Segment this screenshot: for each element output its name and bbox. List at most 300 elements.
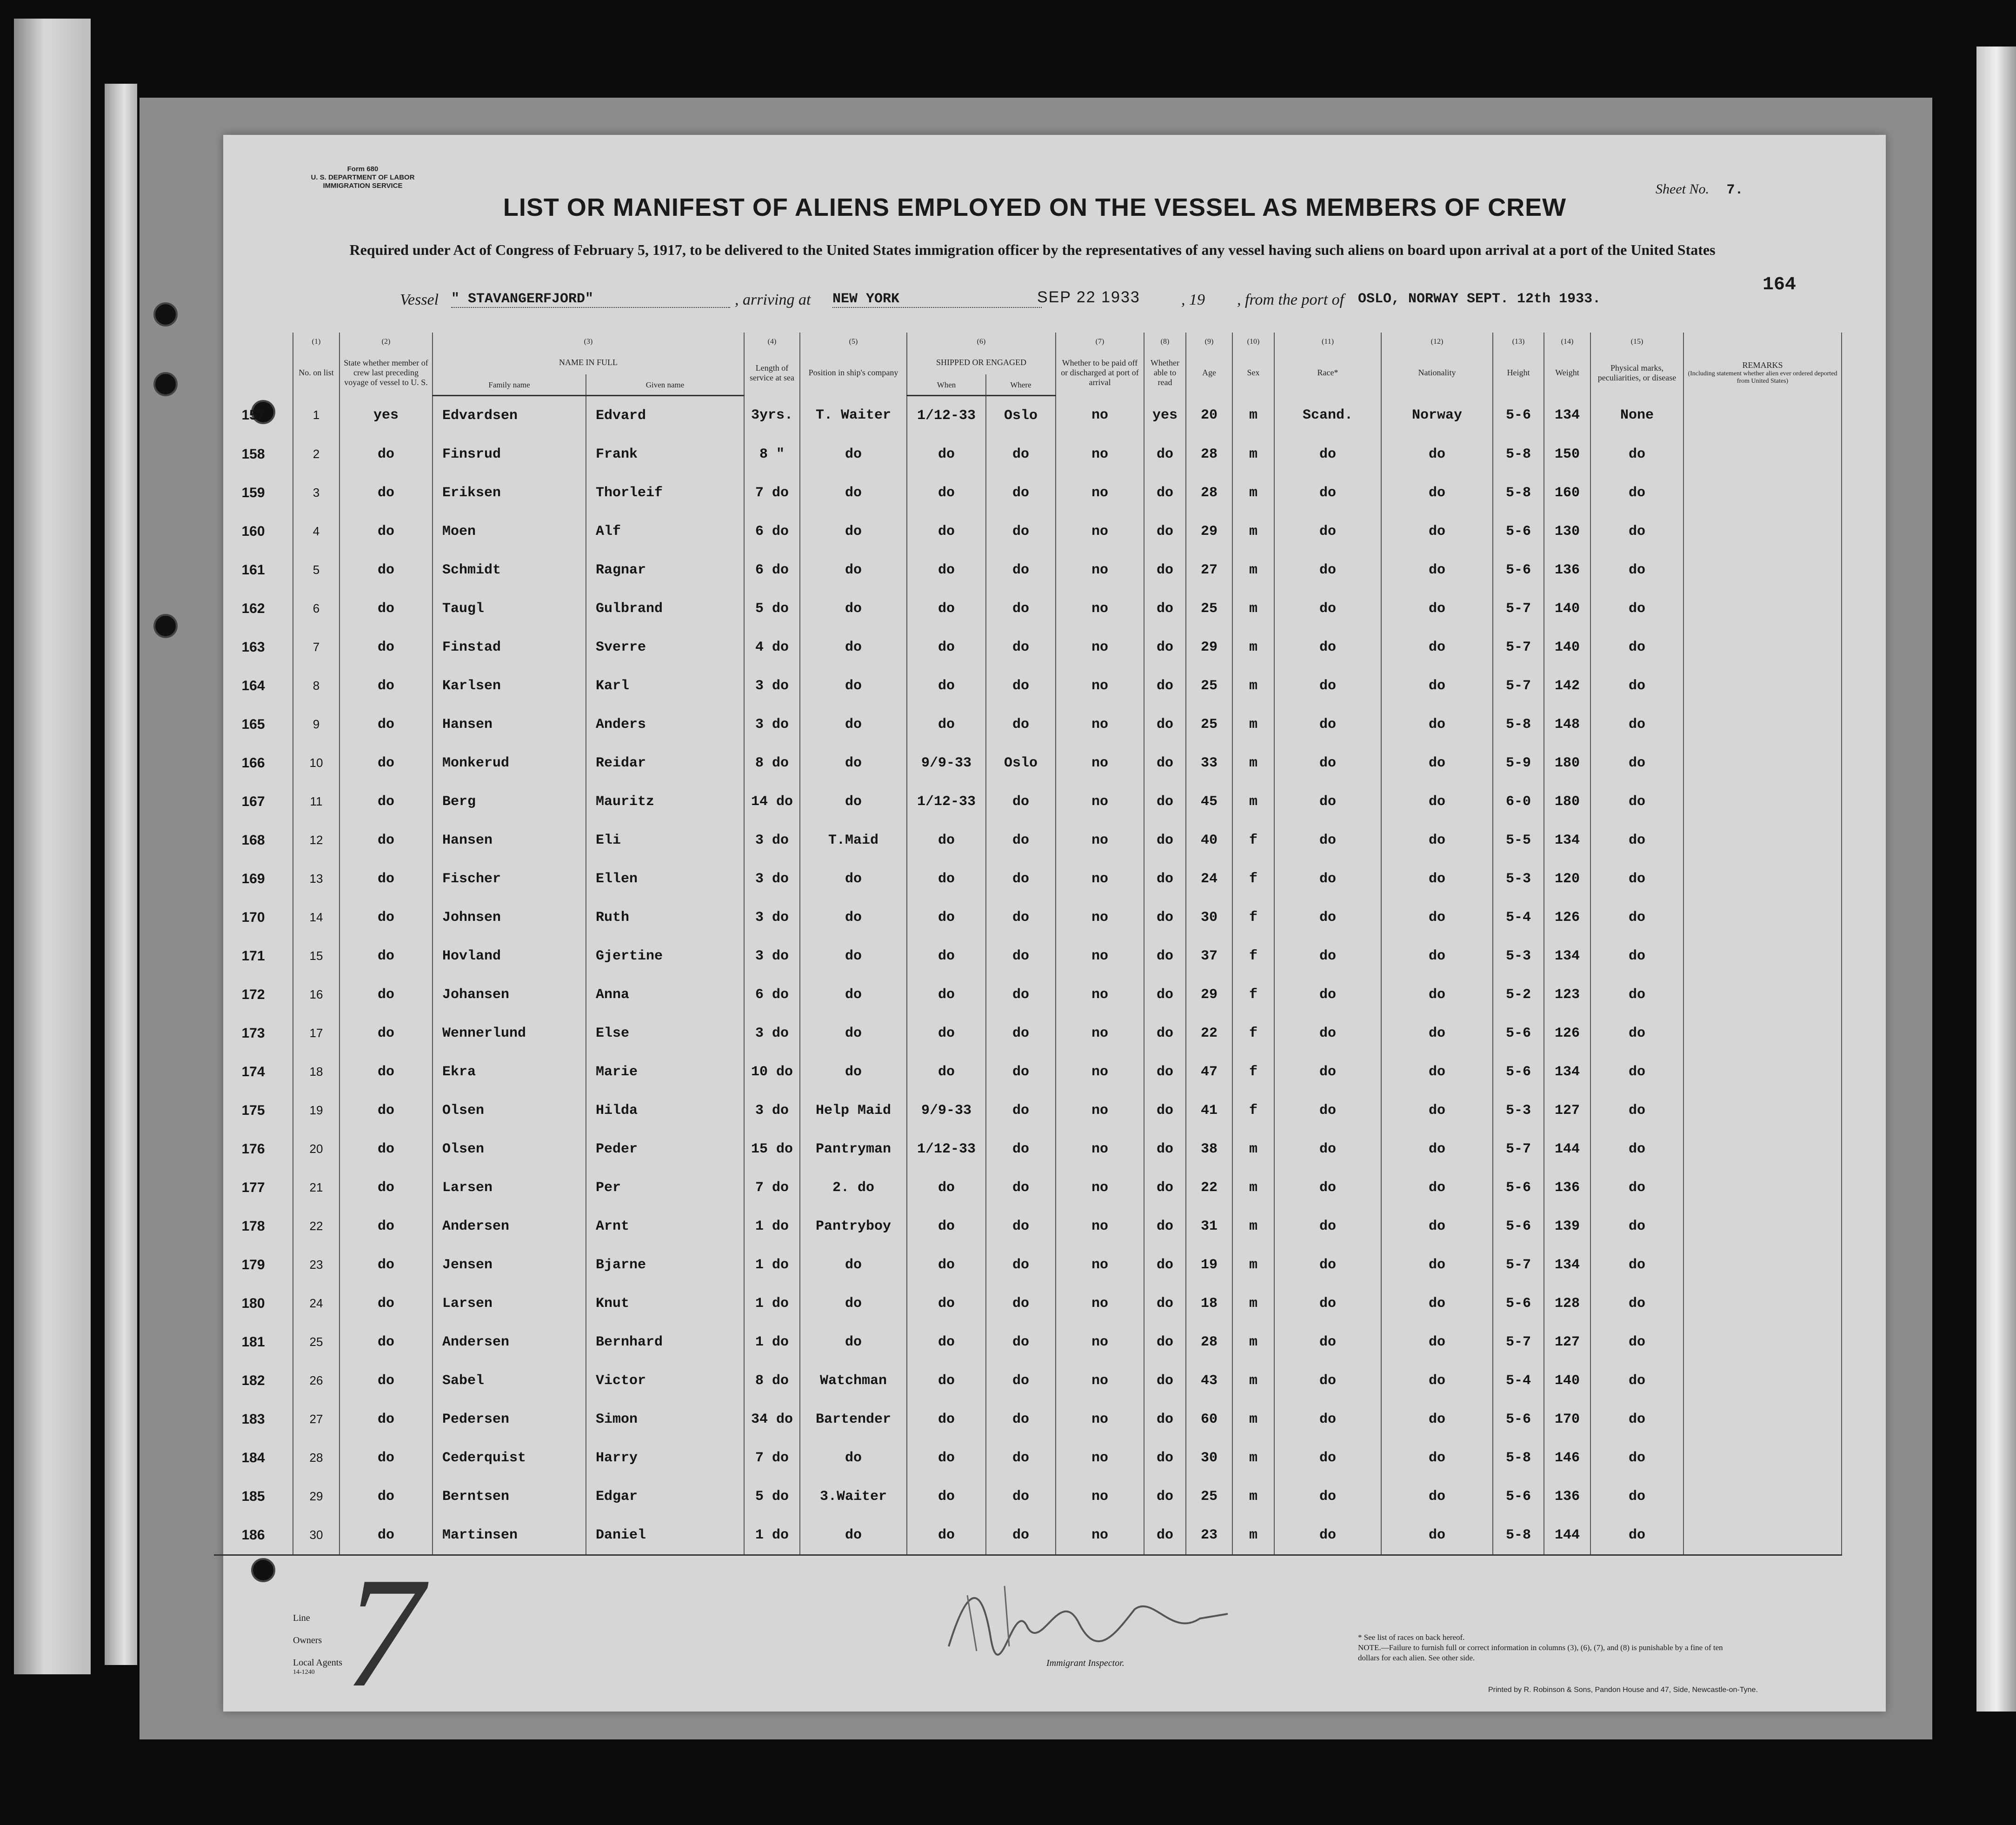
paid-off-cell: no: [1056, 1516, 1144, 1555]
weight-cell: 142: [1544, 666, 1590, 705]
weight-cell: 140: [1544, 628, 1590, 666]
family-name-cell: Hansen: [432, 821, 586, 859]
weight-cell: 150: [1544, 435, 1590, 473]
from-port: OSLO, NORWAY SEPT. 12th 1933.: [1358, 291, 1601, 307]
height-cell: 5-7: [1493, 628, 1544, 666]
shipped-where-cell: do: [986, 473, 1056, 512]
position-cell: do: [800, 512, 907, 551]
sex-cell: m: [1232, 396, 1274, 435]
position-cell: do: [800, 898, 907, 937]
last-voyage-cell: do: [339, 859, 432, 898]
shipped-when-cell: do: [907, 975, 986, 1014]
shipped-when-cell: do: [907, 473, 986, 512]
remarks-cell: [1683, 512, 1842, 551]
family-name-cell: Schmidt: [432, 551, 586, 589]
position-cell: 3.Waiter: [800, 1477, 907, 1516]
physical-marks-cell: do: [1590, 1284, 1683, 1323]
family-name-cell: Jensen: [432, 1246, 586, 1284]
race-cell: do: [1274, 551, 1381, 589]
table-row: [214, 1477, 1842, 1516]
remarks-cell: [1683, 1091, 1842, 1130]
position-cell: Pantryboy: [800, 1207, 907, 1246]
able-to-read-cell: do: [1144, 1284, 1186, 1323]
position-cell: do: [800, 1323, 907, 1361]
sex-cell: f: [1232, 859, 1274, 898]
weight-cell: 144: [1544, 1130, 1590, 1168]
shipped-where-cell: do: [986, 782, 1056, 821]
last-voyage-cell: do: [339, 512, 432, 551]
shipped-where-cell: do: [986, 1207, 1056, 1246]
last-voyage-cell: do: [339, 898, 432, 937]
able-to-read-cell: do: [1144, 1400, 1186, 1439]
height-cell: 5-6: [1493, 1477, 1544, 1516]
local-agents-label: Local Agents: [293, 1658, 343, 1668]
age-cell: 19: [1186, 1246, 1232, 1284]
able-to-read-cell: do: [1144, 975, 1186, 1014]
header-able-read: Whether able to read: [1144, 350, 1186, 396]
age-cell: 27: [1186, 551, 1232, 589]
remarks-cell: [1683, 1477, 1842, 1516]
paid-off-cell: no: [1056, 666, 1144, 705]
sex-cell: m: [1232, 1400, 1274, 1439]
last-voyage-cell: do: [339, 1246, 432, 1284]
given-name-cell: Anna: [586, 975, 744, 1014]
race-cell: do: [1274, 1014, 1381, 1052]
last-voyage-cell: do: [339, 1091, 432, 1130]
weight-cell: 134: [1544, 396, 1590, 435]
shipped-where-cell: do: [986, 1516, 1056, 1555]
paid-off-cell: no: [1056, 1091, 1144, 1130]
race-cell: do: [1274, 1130, 1381, 1168]
length-of-service-cell: 7 do: [744, 473, 800, 512]
able-to-read-cell: do: [1144, 473, 1186, 512]
header-race: Race*: [1274, 350, 1381, 396]
height-cell: 5-7: [1493, 666, 1544, 705]
margin-number-cell: 172: [214, 975, 293, 1014]
race-cell: do: [1274, 1323, 1381, 1361]
shipped-where-cell: do: [986, 589, 1056, 628]
family-name-cell: Andersen: [432, 1207, 586, 1246]
position-cell: do: [800, 628, 907, 666]
height-cell: 6-0: [1493, 782, 1544, 821]
physical-marks-cell: None: [1590, 396, 1683, 435]
weight-cell: 120: [1544, 859, 1590, 898]
inspector-signature: [939, 1567, 1237, 1660]
remarks-cell: [1683, 1284, 1842, 1323]
paid-off-cell: no: [1056, 1400, 1144, 1439]
crew-manifest-table: [214, 333, 1842, 1588]
sex-cell: m: [1232, 1361, 1274, 1400]
weight-cell: 134: [1544, 1246, 1590, 1284]
position-cell: do: [800, 435, 907, 473]
weight-cell: 144: [1544, 1516, 1590, 1555]
remarks-cell: [1683, 628, 1842, 666]
service-name: IMMIGRATION SERVICE: [323, 182, 403, 190]
paid-off-cell: no: [1056, 512, 1144, 551]
position-cell: do: [800, 1516, 907, 1555]
line-number-cell: 26: [293, 1361, 339, 1400]
position-cell: do: [800, 1052, 907, 1091]
sex-cell: m: [1232, 744, 1274, 782]
paid-off-cell: no: [1056, 1014, 1144, 1052]
able-to-read-cell: do: [1144, 821, 1186, 859]
height-cell: 5-8: [1493, 435, 1544, 473]
physical-marks-cell: do: [1590, 1052, 1683, 1091]
sex-cell: m: [1232, 1516, 1274, 1555]
shipped-where-cell: do: [986, 1014, 1056, 1052]
paid-off-cell: no: [1056, 782, 1144, 821]
position-cell: do: [800, 937, 907, 975]
weight-cell: 134: [1544, 821, 1590, 859]
age-cell: 30: [1186, 1439, 1232, 1477]
height-cell: 5-6: [1493, 512, 1544, 551]
owners-label: Owners: [293, 1635, 322, 1645]
position-cell: do: [800, 666, 907, 705]
margin-number-cell: 163: [214, 628, 293, 666]
age-cell: 24: [1186, 859, 1232, 898]
given-name-cell: Per: [586, 1168, 744, 1207]
sex-cell: m: [1232, 1168, 1274, 1207]
local-agents-code: 14-1240: [293, 1669, 315, 1676]
given-name-cell: Thorleif: [586, 473, 744, 512]
race-cell: do: [1274, 937, 1381, 975]
given-name-cell: Hilda: [586, 1091, 744, 1130]
shipped-when-cell: do: [907, 937, 986, 975]
remarks-cell: [1683, 821, 1842, 859]
length-of-service-cell: 14 do: [744, 782, 800, 821]
weight-cell: 126: [1544, 1014, 1590, 1052]
margin-number-cell: 175: [214, 1091, 293, 1130]
column-number: (13): [1493, 333, 1544, 350]
table-row: [214, 859, 1842, 898]
height-cell: 5-4: [1493, 1361, 1544, 1400]
race-cell: do: [1274, 1284, 1381, 1323]
column-number: (4): [744, 333, 800, 350]
length-of-service-cell: 5 do: [744, 1477, 800, 1516]
nationality-cell: do: [1381, 589, 1493, 628]
length-of-service-cell: 3 do: [744, 937, 800, 975]
nationality-cell: do: [1381, 1052, 1493, 1091]
position-cell: do: [800, 744, 907, 782]
table-row: [214, 1361, 1842, 1400]
last-voyage-cell: do: [339, 975, 432, 1014]
able-to-read-cell: yes: [1144, 396, 1186, 435]
last-voyage-cell: do: [339, 666, 432, 705]
remarks-cell: [1683, 1439, 1842, 1477]
able-to-read-cell: do: [1144, 859, 1186, 898]
nationality-cell: Norway: [1381, 396, 1493, 435]
header-nationality: Nationality: [1381, 350, 1493, 396]
family-name-cell: Finsrud: [432, 435, 586, 473]
able-to-read-cell: do: [1144, 1246, 1186, 1284]
physical-marks-cell: do: [1590, 512, 1683, 551]
shipped-where-cell: do: [986, 1284, 1056, 1323]
table-row: [214, 589, 1842, 628]
line-number-cell: 7: [293, 628, 339, 666]
weight-cell: 136: [1544, 1477, 1590, 1516]
last-voyage-cell: do: [339, 1130, 432, 1168]
column-number: (3): [432, 333, 744, 350]
margin-number-cell: 182: [214, 1361, 293, 1400]
margin-number-cell: 169: [214, 859, 293, 898]
given-name-cell: Gjertine: [586, 937, 744, 975]
age-cell: 25: [1186, 705, 1232, 744]
able-to-read-cell: do: [1144, 512, 1186, 551]
nationality-cell: do: [1381, 551, 1493, 589]
race-cell: do: [1274, 628, 1381, 666]
age-cell: 31: [1186, 1207, 1232, 1246]
age-cell: 22: [1186, 1168, 1232, 1207]
physical-marks-cell: do: [1590, 744, 1683, 782]
nationality-cell: do: [1381, 744, 1493, 782]
shipped-when-cell: do: [907, 1400, 986, 1439]
physical-marks-cell: do: [1590, 821, 1683, 859]
line-number-cell: 15: [293, 937, 339, 975]
physical-marks-cell: do: [1590, 1130, 1683, 1168]
vessel-name: " STAVANGERFJORD": [451, 291, 730, 308]
header-remarks: [1683, 350, 1842, 396]
shipped-when-cell: do: [907, 1168, 986, 1207]
family-name-cell: Eriksen: [432, 473, 586, 512]
margin-number-column: [214, 333, 293, 350]
height-cell: 5-9: [1493, 744, 1544, 782]
given-name-cell: Arnt: [586, 1207, 744, 1246]
shipped-when-cell: do: [907, 1323, 986, 1361]
length-of-service-cell: 6 do: [744, 551, 800, 589]
page-title: LIST OR MANIFEST OF ALIENS EMPLOYED ON THE VESSEL AS MEMBERS OF CREW: [503, 193, 1567, 221]
physical-marks-cell: do: [1590, 705, 1683, 744]
table-row: [214, 821, 1842, 859]
races-note: * See list of races on back hereof.: [1358, 1633, 1465, 1642]
race-cell: do: [1274, 1477, 1381, 1516]
shipped-where-cell: do: [986, 937, 1056, 975]
able-to-read-cell: do: [1144, 744, 1186, 782]
remarks-cell: [1683, 744, 1842, 782]
last-voyage-cell: yes: [339, 396, 432, 435]
column-number: (1): [293, 333, 339, 350]
family-name-cell: Hansen: [432, 705, 586, 744]
position-cell: 2. do: [800, 1168, 907, 1207]
last-voyage-cell: do: [339, 473, 432, 512]
shipped-where-cell: do: [986, 666, 1056, 705]
line-number-cell: 29: [293, 1477, 339, 1516]
height-cell: 5-6: [1493, 1207, 1544, 1246]
given-name-cell: Ruth: [586, 898, 744, 937]
line-number-cell: 4: [293, 512, 339, 551]
last-voyage-cell: do: [339, 1361, 432, 1400]
height-cell: 5-8: [1493, 473, 1544, 512]
table-row: [214, 1400, 1842, 1439]
shipped-when-cell: 1/12-33: [907, 1130, 986, 1168]
physical-marks-cell: do: [1590, 628, 1683, 666]
race-cell: Scand.: [1274, 396, 1381, 435]
table-row: [214, 1246, 1842, 1284]
able-to-read-cell: do: [1144, 782, 1186, 821]
sex-cell: f: [1232, 975, 1274, 1014]
last-voyage-cell: do: [339, 821, 432, 859]
remarks-cell: [1683, 782, 1842, 821]
given-name-cell: Knut: [586, 1284, 744, 1323]
line-number-cell: 17: [293, 1014, 339, 1052]
handwritten-sheet-numeral: 7: [344, 1545, 423, 1720]
table-row: [214, 975, 1842, 1014]
margin-number-cell: 173: [214, 1014, 293, 1052]
line-number-cell: 16: [293, 975, 339, 1014]
position-cell: do: [800, 1439, 907, 1477]
column-number: (7): [1056, 333, 1144, 350]
shipped-where-cell: do: [986, 628, 1056, 666]
sex-cell: m: [1232, 1207, 1274, 1246]
arriving-port: NEW YORK: [832, 291, 1042, 308]
nationality-cell: do: [1381, 1246, 1493, 1284]
physical-marks-cell: do: [1590, 1091, 1683, 1130]
last-voyage-cell: do: [339, 1439, 432, 1477]
family-name-cell: Ekra: [432, 1052, 586, 1091]
sex-cell: m: [1232, 1323, 1274, 1361]
length-of-service-cell: 3 do: [744, 821, 800, 859]
length-of-service-cell: 3yrs.: [744, 396, 800, 435]
physical-marks-cell: do: [1590, 975, 1683, 1014]
sex-cell: m: [1232, 705, 1274, 744]
vessel-label: Vessel: [400, 291, 439, 308]
nationality-cell: do: [1381, 937, 1493, 975]
race-cell: do: [1274, 859, 1381, 898]
table-row: [214, 1439, 1842, 1477]
margin-header: [214, 350, 293, 396]
race-cell: do: [1274, 1168, 1381, 1207]
shipped-when-cell: do: [907, 666, 986, 705]
nationality-cell: do: [1381, 1168, 1493, 1207]
margin-number-cell: 177: [214, 1168, 293, 1207]
physical-marks-cell: do: [1590, 1323, 1683, 1361]
last-voyage-cell: do: [339, 744, 432, 782]
age-cell: 38: [1186, 1130, 1232, 1168]
margin-number-cell: 183: [214, 1400, 293, 1439]
paid-off-cell: no: [1056, 628, 1144, 666]
header-sex: Sex: [1232, 350, 1274, 396]
remarks-cell: [1683, 1323, 1842, 1361]
shipped-when-cell: do: [907, 1014, 986, 1052]
stamp-number: 164: [1763, 274, 1796, 295]
height-cell: 5-6: [1493, 1014, 1544, 1052]
last-voyage-cell: do: [339, 1168, 432, 1207]
line-number-cell: 23: [293, 1246, 339, 1284]
age-cell: 28: [1186, 473, 1232, 512]
paid-off-cell: no: [1056, 1439, 1144, 1477]
line-number-cell: 24: [293, 1284, 339, 1323]
table-row: [214, 898, 1842, 937]
given-name-cell: Reidar: [586, 744, 744, 782]
nationality-cell: do: [1381, 1477, 1493, 1516]
able-to-read-cell: do: [1144, 1052, 1186, 1091]
margin-number-cell: 168: [214, 821, 293, 859]
paid-off-cell: no: [1056, 744, 1144, 782]
race-cell: do: [1274, 589, 1381, 628]
able-to-read-cell: do: [1144, 1130, 1186, 1168]
column-number: (11): [1274, 333, 1381, 350]
last-voyage-cell: do: [339, 1014, 432, 1052]
remarks-cell: [1683, 937, 1842, 975]
weight-cell: 140: [1544, 1361, 1590, 1400]
last-voyage-cell: do: [339, 628, 432, 666]
paid-off-cell: no: [1056, 435, 1144, 473]
height-cell: 5-7: [1493, 589, 1544, 628]
shipped-when-cell: do: [907, 1246, 986, 1284]
margin-number-cell: 181: [214, 1323, 293, 1361]
weight-cell: 130: [1544, 512, 1590, 551]
nationality-cell: do: [1381, 435, 1493, 473]
shipped-when-cell: 9/9-33: [907, 1091, 986, 1130]
nationality-cell: do: [1381, 1439, 1493, 1477]
physical-marks-cell: do: [1590, 1477, 1683, 1516]
remarks-cell: [1683, 1361, 1842, 1400]
column-number: (5): [800, 333, 907, 350]
line-number-cell: 19: [293, 1091, 339, 1130]
header-length-service: Length of service at sea: [744, 350, 800, 396]
paid-off-cell: no: [1056, 1477, 1144, 1516]
last-voyage-cell: do: [339, 1284, 432, 1323]
able-to-read-cell: do: [1144, 1091, 1186, 1130]
header-given-name: Given name: [586, 374, 744, 396]
from-port-label: , from the port of: [1237, 291, 1344, 308]
given-name-cell: Anders: [586, 705, 744, 744]
margin-number-cell: 158: [214, 435, 293, 473]
family-name-cell: Larsen: [432, 1284, 586, 1323]
able-to-read-cell: do: [1144, 705, 1186, 744]
given-name-cell: Alf: [586, 512, 744, 551]
right-binder-strip: [1976, 47, 2016, 1712]
remarks-cell: [1683, 666, 1842, 705]
paid-off-cell: no: [1056, 1361, 1144, 1400]
shipped-when-cell: do: [907, 1477, 986, 1516]
table-row: [214, 396, 1842, 435]
height-cell: 5-7: [1493, 1130, 1544, 1168]
table-row: [214, 512, 1842, 551]
race-cell: do: [1274, 1207, 1381, 1246]
shipped-where-cell: do: [986, 1130, 1056, 1168]
length-of-service-cell: 8 ": [744, 435, 800, 473]
binder-hole: [153, 614, 178, 638]
physical-marks-cell: do: [1590, 859, 1683, 898]
weight-cell: 123: [1544, 975, 1590, 1014]
table-row: [214, 1014, 1842, 1052]
position-cell: T. Waiter: [800, 396, 907, 435]
position-cell: Pantryman: [800, 1130, 907, 1168]
remarks-cell: [1683, 898, 1842, 937]
table-row: [214, 1130, 1842, 1168]
family-name-cell: Taugl: [432, 589, 586, 628]
last-voyage-cell: do: [339, 589, 432, 628]
header-where: Where: [986, 374, 1056, 396]
physical-marks-cell: do: [1590, 898, 1683, 937]
height-cell: 5-5: [1493, 821, 1544, 859]
family-name-cell: Olsen: [432, 1130, 586, 1168]
race-cell: do: [1274, 1516, 1381, 1555]
column-number: (8): [1144, 333, 1186, 350]
table-row: [214, 1516, 1842, 1555]
shipped-when-cell: 9/9-33: [907, 744, 986, 782]
position-cell: Help Maid: [800, 1091, 907, 1130]
sex-cell: m: [1232, 435, 1274, 473]
nationality-cell: do: [1381, 666, 1493, 705]
nationality-cell: do: [1381, 782, 1493, 821]
shipped-where-cell: do: [986, 1361, 1056, 1400]
shipped-where-cell: do: [986, 821, 1056, 859]
header-state-member: State whether member of crew last preceding voyage of vessel to U. S.: [339, 350, 432, 396]
height-cell: 5-7: [1493, 1323, 1544, 1361]
last-voyage-cell: do: [339, 705, 432, 744]
weight-cell: 160: [1544, 473, 1590, 512]
